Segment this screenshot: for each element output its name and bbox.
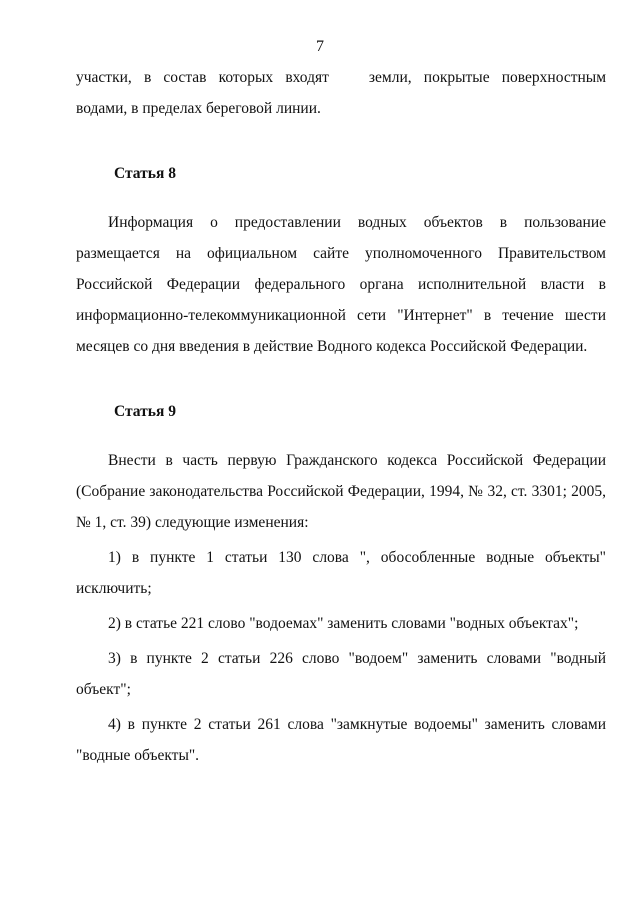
article-9-item-2: 2) в статье 221 слово "водоемах" заменить словами "водных объектах"; xyxy=(108,615,579,632)
document-body xyxy=(76,62,606,771)
intro-line-1-left: участки, в состав которых входят xyxy=(76,69,329,86)
article-9-intro: Внести в часть первую Гражданского кодекса Российской Федерации (Собрание законодательства Российской Федерации, 1994, № 32, ст. 3301; 2005, № 1, ст. 39) следующие изменения: xyxy=(76,452,606,531)
intro-line-1 xyxy=(76,62,606,93)
intro-line-1-right: земли, покрытые поверхностным xyxy=(368,69,607,86)
page-number: 7 xyxy=(316,38,324,55)
article-9-item-4: 4) в пункте 2 статьи 261 слова "замкнутые водоемы" заменить словами "водные объекты". xyxy=(76,716,606,764)
intro-line-2: водами, в пределах береговой линии. xyxy=(76,100,321,117)
article-8-text: Информация о предоставлении водных объектов в пользование размещается на официальном сайте уполномоченного Правительством Российской Федерации федерального органа исполнительной власти в информационно-телекоммуникационной сети "Интернет" в течение шести месяцев со дня введения в действие Водного кодекса Российской Федерации. xyxy=(76,214,606,355)
article-8-heading: Статья 8 xyxy=(114,165,176,182)
article-9-item-3: 3) в пункте 2 статьи 226 слово "водоем" заменить словами "водный объект"; xyxy=(76,650,606,698)
article-9-item-1: 1) в пункте 1 статьи 130 слова ", обособленные водные объекты" исключить; xyxy=(76,549,606,597)
article-9-heading: Статья 9 xyxy=(114,403,176,420)
